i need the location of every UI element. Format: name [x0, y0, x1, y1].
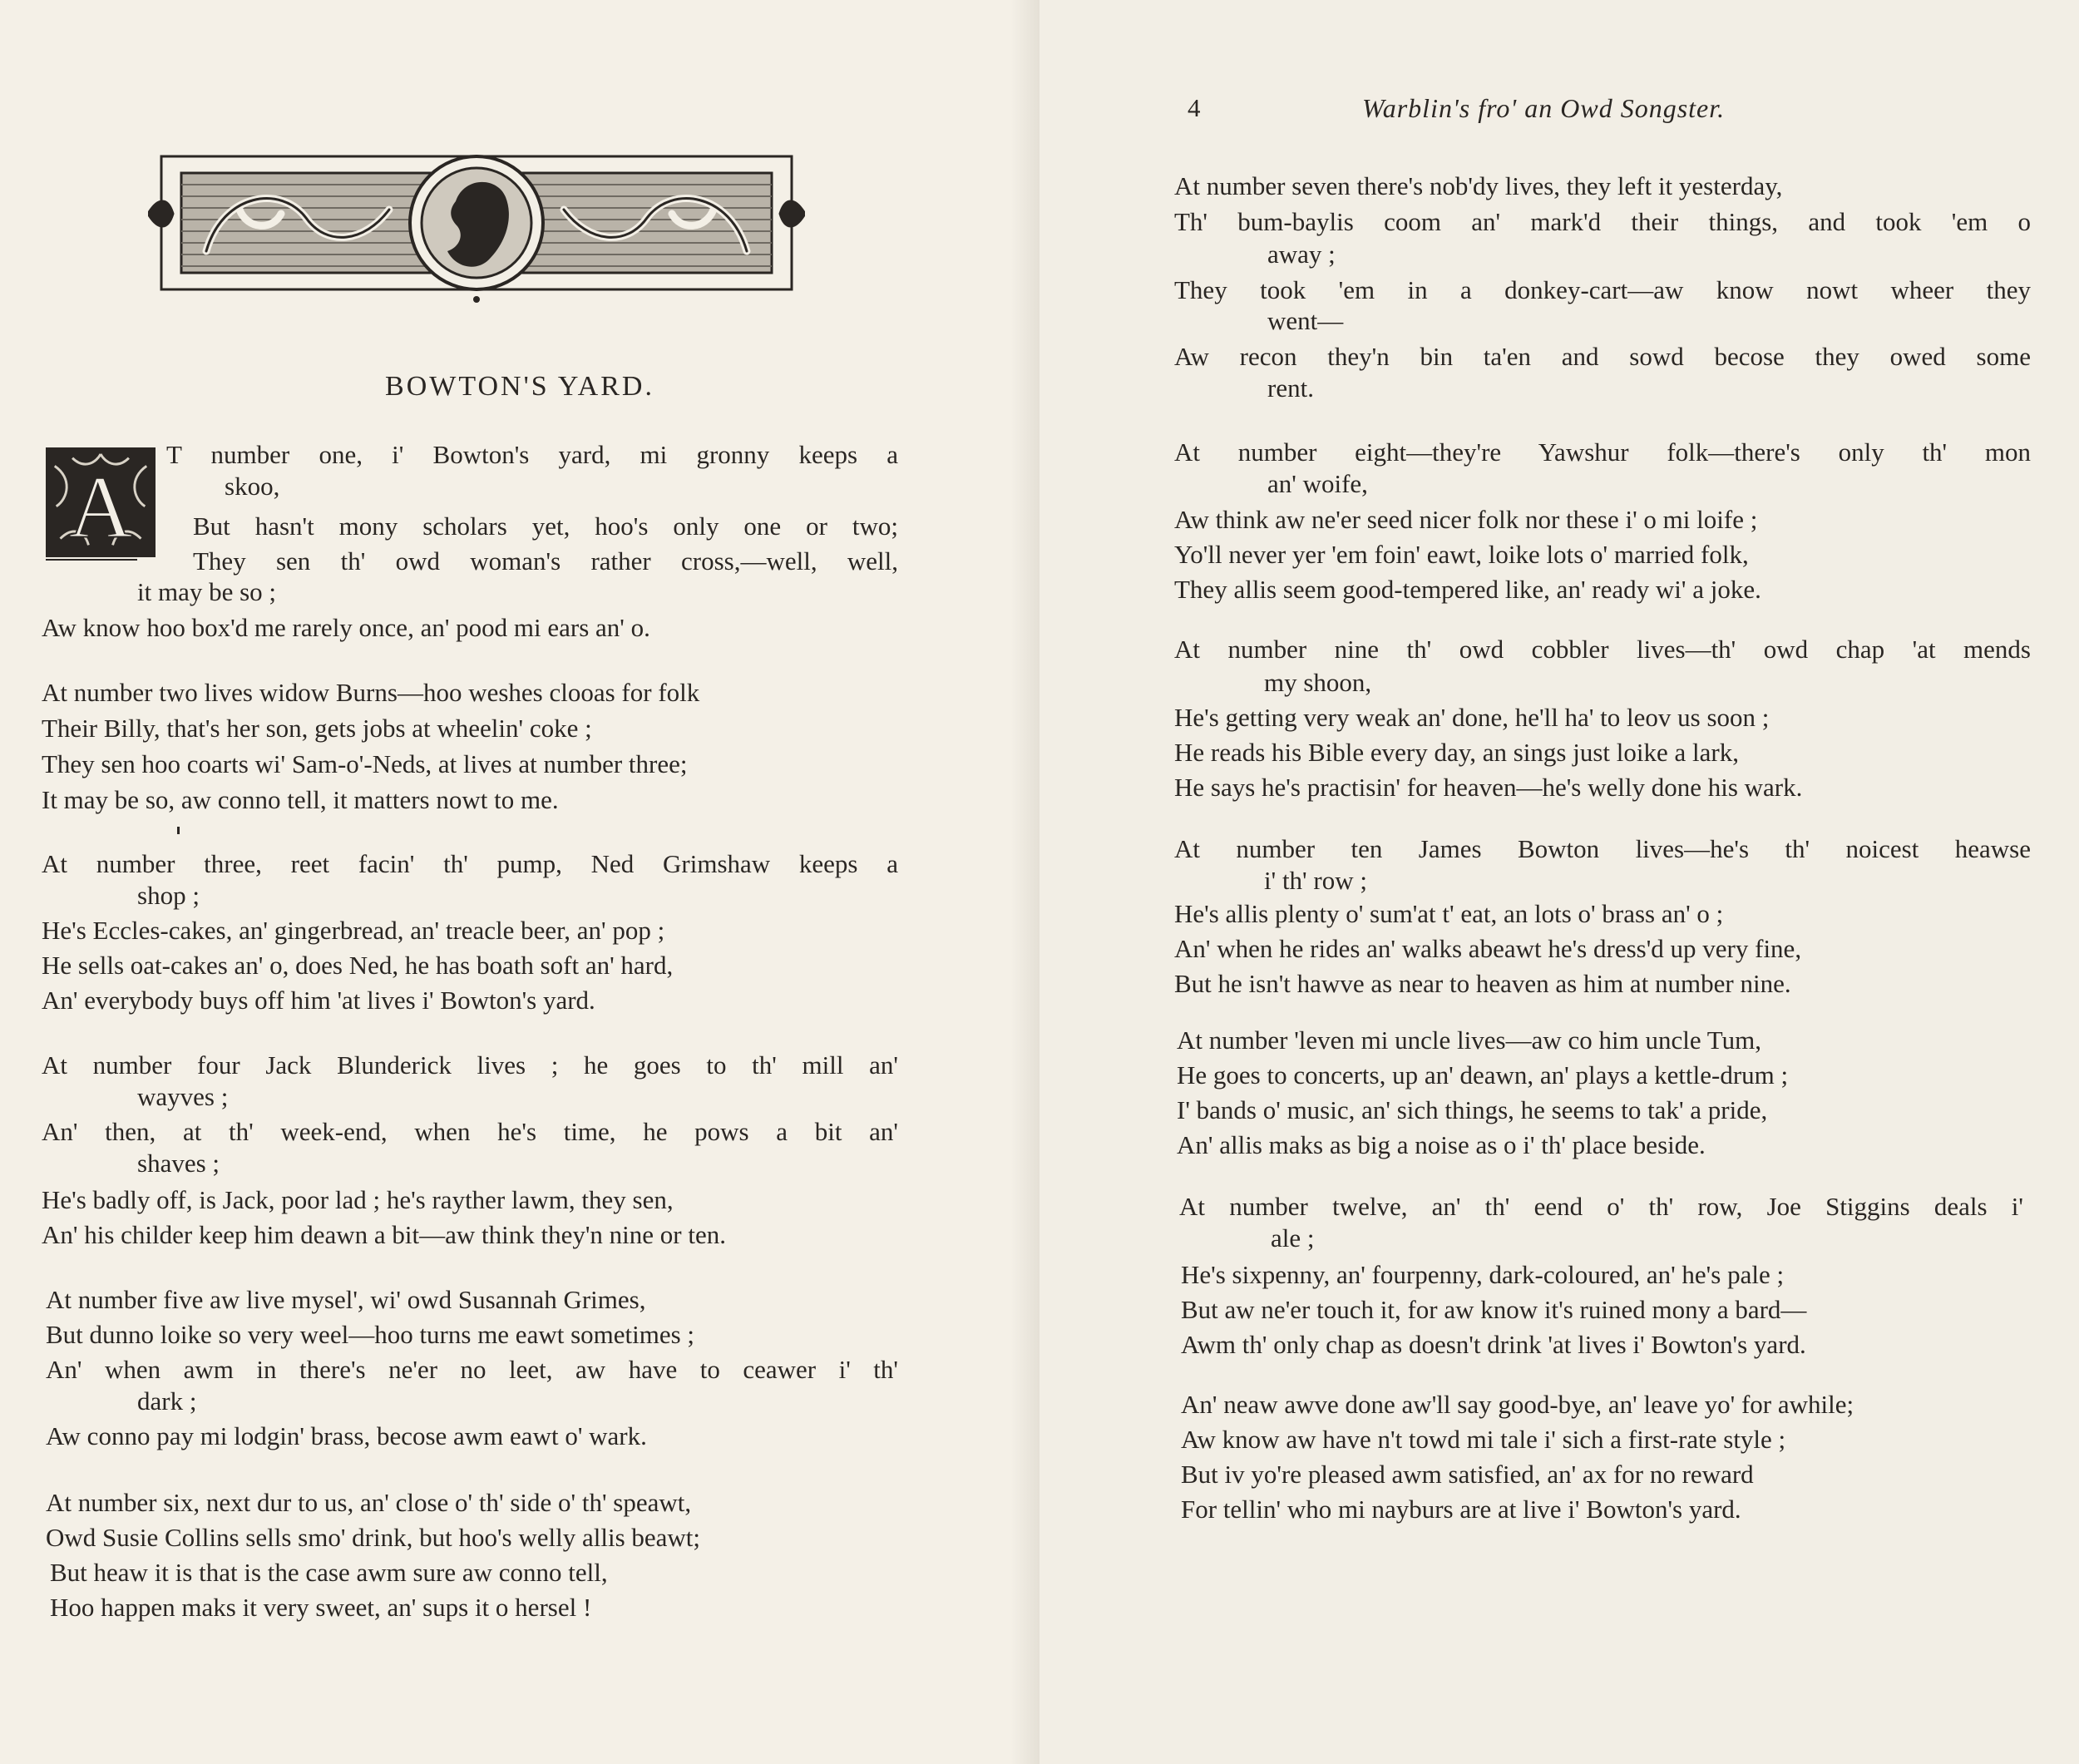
- poem-line: rent.: [1267, 373, 1314, 403]
- poem-line: At number 'leven mi uncle lives—aw co him uncle Tum,: [1177, 1025, 1761, 1055]
- poem-line: skoo,: [225, 472, 280, 501]
- poem-line: He reads his Bible every day, an sings just loike a lark,: [1174, 738, 1739, 767]
- poem-line: At number twelve, an' th' eend o' th' row, Joe Stiggins deals i': [1179, 1192, 2023, 1221]
- poem-line: Owd Susie Collins sells smo' drink, but hoo's welly allis beawt;: [46, 1523, 701, 1552]
- poem-line: An' when he rides an' walks abeawt he's dress'd up very fine,: [1174, 934, 1802, 963]
- svg-text:A: A: [68, 458, 133, 555]
- poem-line: He says he's practisin' for heaven—he's welly done his wark.: [1174, 773, 1803, 802]
- headpiece-ornament: [148, 151, 805, 309]
- poem-line: At number three, reet facin' th' pump, Ned Grimshaw keeps a: [42, 849, 898, 878]
- poem-line: At number nine th' owd cobbler lives—th' owd chap 'at mends: [1174, 635, 2031, 664]
- poem-line: An' everybody buys off him 'at lives i' Bowton's yard.: [42, 986, 595, 1015]
- poem-line: He's badly off, is Jack, poor lad ; he's rayther lawm, they sen,: [42, 1185, 674, 1214]
- poem-line: shop ;: [137, 881, 200, 910]
- poem-line: An' when awm in there's ne'er no leet, aw have to ceawer i' th': [46, 1355, 898, 1384]
- poem-line: ale ;: [1271, 1223, 1315, 1253]
- poem-line: Awm th' only chap as doesn't drink 'at lives i' Bowton's yard.: [1181, 1330, 1806, 1359]
- poem-line: At number four Jack Blunderick lives ; he goes to th' mill an': [42, 1050, 898, 1080]
- poem-line: They took 'em in a donkey-cart—aw know nowt wheer they: [1174, 275, 2031, 304]
- poem-line: Aw know hoo box'd me rarely once, an' pood mi ears an' o.: [42, 613, 650, 642]
- poem-line: It may be so, aw conno tell, it matters nowt to me.: [42, 785, 559, 814]
- stray-mark: [177, 827, 180, 834]
- poem-line: Hoo happen maks it very sweet, an' sups it o hersel !: [50, 1593, 592, 1622]
- running-title: Warblin's fro' an Owd Songster.: [1362, 93, 1726, 123]
- poem-line: At number seven there's nob'dy lives, they left it yesterday,: [1174, 171, 1783, 200]
- poem-line: But iv yo're pleased awm satisfied, an' ax for no reward: [1181, 1460, 1754, 1489]
- poem-line: Aw recon they'n bin ta'en and sowd becose they owed some: [1174, 342, 2031, 371]
- poem-line: wayves ;: [137, 1082, 229, 1111]
- poem-line: But aw ne'er touch it, for aw know it's ruined mony a bard—: [1181, 1295, 1807, 1324]
- poem-line: it may be so ;: [137, 577, 277, 606]
- poem-line: For tellin' who mi nayburs are at live i' Bowton's yard.: [1181, 1495, 1741, 1524]
- poem-line: Th' bum-baylis coom an' mark'd their things, and took 'em o: [1174, 207, 2031, 236]
- poem-line: At number eight—they're Yawshur folk—there's only th' mon: [1174, 437, 2031, 467]
- poem-title: BOWTON'S YARD.: [385, 371, 654, 402]
- poem-line: They sen th' owd woman's rather cross,—well, well,: [193, 546, 898, 576]
- poem-line: He's allis plenty o' sum'at t' eat, an lots o' brass an' o ;: [1174, 899, 1724, 928]
- poem-line: An' allis maks as big a noise as o i' th' place beside.: [1177, 1130, 1706, 1159]
- poem-line: my shoon,: [1264, 668, 1372, 697]
- dropcap-rule: [46, 559, 137, 561]
- poem-line: An' then, at th' week-end, when he's time, he pows a bit an': [42, 1117, 898, 1146]
- poem-line: T number one, i' Bowton's yard, mi gronny keeps a: [166, 440, 898, 469]
- poem-line: He goes to concerts, up an' deawn, an' plays a kettle-drum ;: [1177, 1060, 1789, 1090]
- poem-line: an' woife,: [1267, 469, 1368, 498]
- poem-line: i' th' row ;: [1264, 866, 1367, 895]
- poem-line: At number two lives widow Burns—hoo weshes clooas for folk: [42, 678, 700, 707]
- headpiece-ornament-icon: [148, 151, 805, 309]
- poem-line: I' bands o' music, an' sich things, he seems to tak' a pride,: [1177, 1095, 1768, 1124]
- poem-line: Yo'll never yer 'em foin' eawt, loike lots o' married folk,: [1174, 540, 1749, 569]
- poem-line: dark ;: [137, 1386, 197, 1416]
- poem-line: An' his childer keep him deawn a bit—aw think they'n nine or ten.: [42, 1220, 726, 1249]
- poem-line: But heaw it is that is the case awm sure aw conno tell,: [50, 1558, 608, 1587]
- poem-line: He's sixpenny, an' fourpenny, dark-coloured, an' he's pale ;: [1181, 1260, 1785, 1289]
- page-number: 4: [1188, 93, 1201, 122]
- poem-line: But he isn't hawve as near to heaven as him at number nine.: [1174, 969, 1791, 998]
- poem-line: Aw think aw ne'er seed nicer folk nor these i' o mi loife ;: [1174, 505, 1758, 534]
- poem-line: shaves ;: [137, 1149, 220, 1178]
- poem-line: At number five aw live mysel', wi' owd Susannah Grimes,: [46, 1285, 646, 1314]
- poem-line: went—: [1267, 306, 1344, 335]
- poem-line: At number ten James Bowton lives—he's th' noicest heawse: [1174, 834, 2031, 863]
- poem-line: They sen hoo coarts wi' Sam-o'-Neds, at lives at number three;: [42, 749, 688, 778]
- poem-line: At number six, next dur to us, an' close o' th' side o' th' speawt,: [46, 1488, 692, 1517]
- poem-line: But hasn't mony scholars yet, hoo's only one or two;: [193, 511, 898, 541]
- poem-line: An' neaw awve done aw'll say good-bye, an' leave yo' for awhile;: [1181, 1390, 1854, 1419]
- poem-line: Aw know aw have n't towd mi tale i' sich a first-rate style ;: [1181, 1425, 1786, 1454]
- poem-line: They allis seem good-tempered like, an' ready wi' a joke.: [1174, 575, 1761, 604]
- poem-line: But dunno loike so very weel—hoo turns me eawt sometimes ;: [46, 1320, 695, 1349]
- poem-line: Their Billy, that's her son, gets jobs at wheelin' coke ;: [42, 714, 592, 743]
- poem-line: Aw conno pay mi lodgin' brass, becose awm eawt o' wark.: [46, 1421, 647, 1450]
- poem-line: He's getting very weak an' done, he'll ha' to leov us soon ;: [1174, 703, 1770, 732]
- poem-line: He's Eccles-cakes, an' gingerbread, an' treacle beer, an' pop ;: [42, 916, 665, 945]
- ornamental-letter-a-icon: [46, 447, 156, 557]
- poem-line: away ;: [1267, 240, 1336, 269]
- poem-line: He sells oat-cakes an' o, does Ned, he has boath soft an' hard,: [42, 951, 674, 980]
